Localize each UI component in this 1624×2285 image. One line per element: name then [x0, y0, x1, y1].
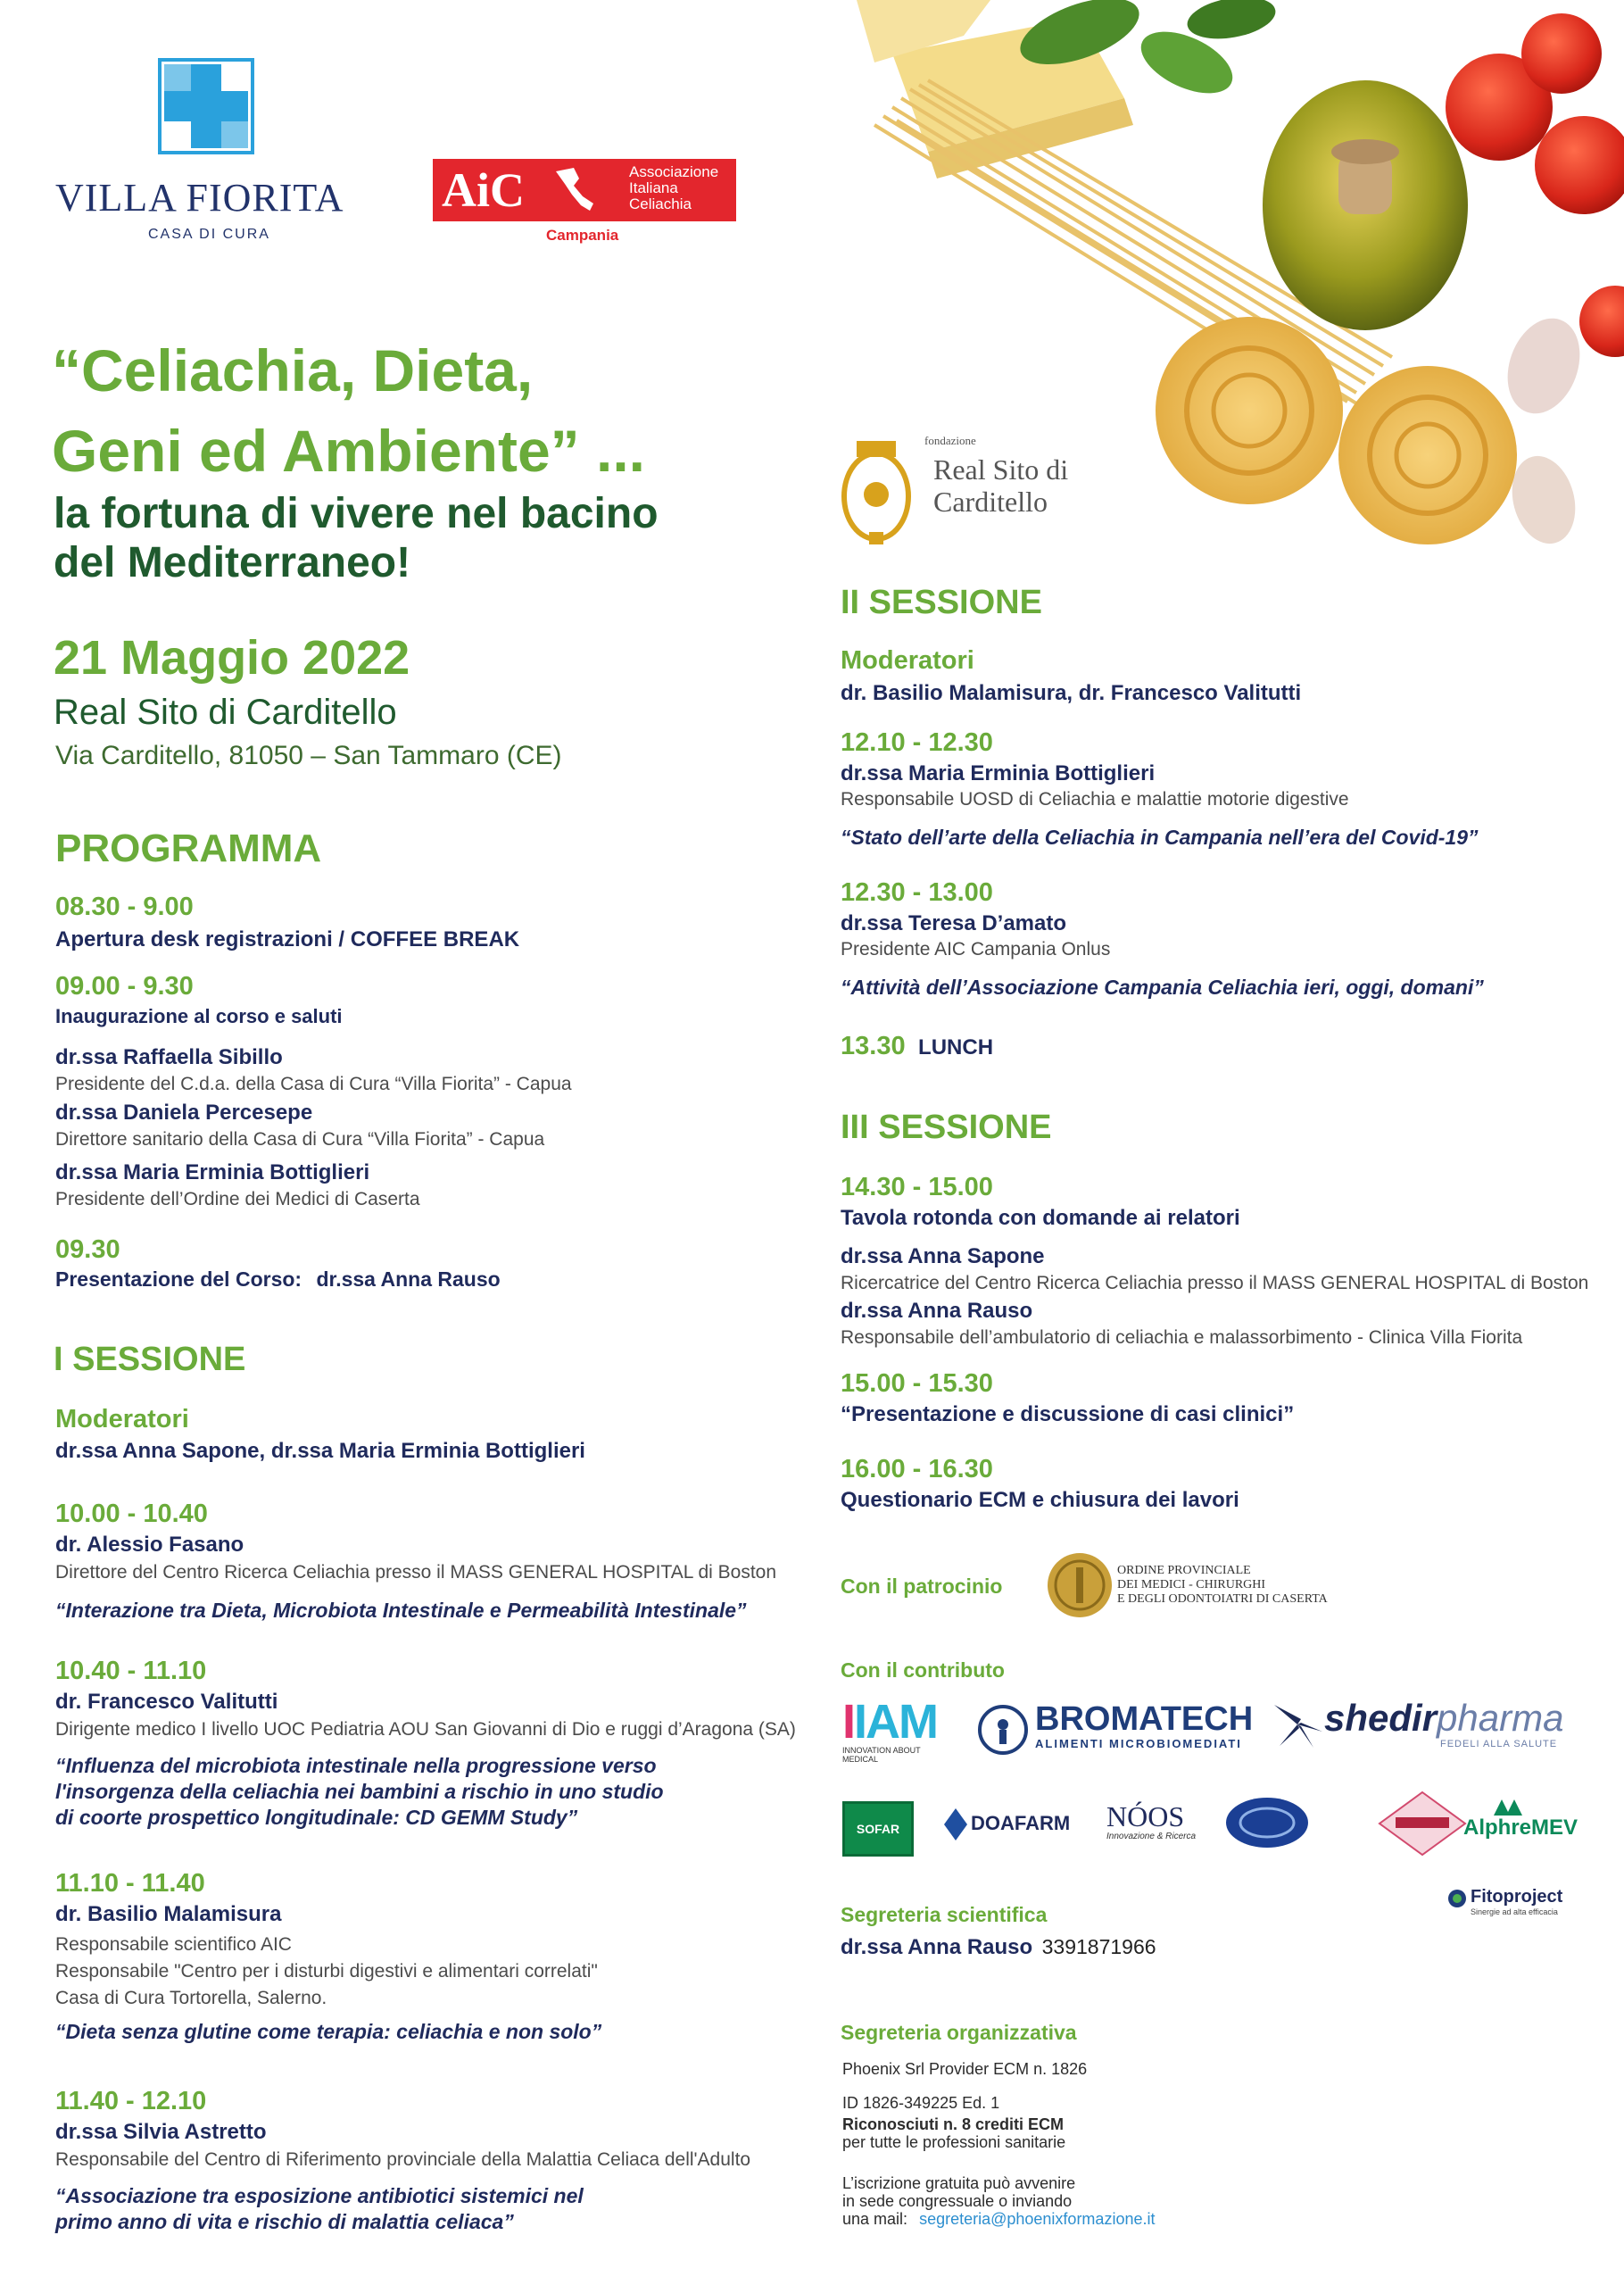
ecm-credits-line2: per tutte le professioni sanitarie [842, 2133, 1066, 2151]
talk-title [55, 2183, 584, 2235]
ordine-medici-text [1117, 1564, 1328, 1607]
talk-speaker: dr. Basilio Malamisura [55, 1902, 282, 1926]
talk-time: 10.40 - 11.10 [55, 1657, 207, 1685]
talk-role: Dirigente medico I livello UOC Pediatria AOU San Giovanni di Dio e ruggi d’Aragona (SA) [55, 1719, 796, 1740]
talk-title-line: primo anno di vita e rischio di malattia celiaca” [55, 2210, 514, 2233]
iscrizione-line1: L’iscrizione gratuita può avvenire [842, 2174, 1076, 2192]
segreteria-scientifica-contact [841, 1935, 1156, 1960]
title-line2: Geni ed Ambiente” ... [52, 418, 645, 484]
slot-text: “Presentazione e discussione di casi clinici” [841, 1402, 1295, 1426]
talk-role: Responsabile del Centro di Riferimento provinciale della Malattia Celiaca dell'Adulto [55, 2149, 751, 2170]
talk-time: 12.30 - 13.00 [841, 878, 993, 907]
fitoproject-name: Fitoproject [1471, 1887, 1563, 1907]
contributo-label: Con il contributo [841, 1658, 1005, 1682]
talk-time: 11.40 - 12.10 [55, 2087, 207, 2115]
talk-title: “Attività dell’Associazione Campania Celiachia ieri, oggi, domani” [841, 976, 1484, 999]
event-venue: Real Sito di Carditello [54, 693, 397, 732]
lunch-row [841, 1032, 993, 1061]
presentation-speaker: dr.ssa Anna Rauso [316, 1267, 501, 1291]
talk-speaker: dr. Francesco Valitutti [55, 1690, 278, 1714]
talk-title-line: di coorte prospettico longitudinale: CD GEMM Study” [55, 1806, 578, 1829]
title-line1: “Celiachia, Dieta, [52, 337, 534, 403]
segreteria-scientifica-phone: 3391871966 [1041, 1935, 1156, 1958]
doafarm-name: DOAFARM [971, 1812, 1071, 1834]
ecm-id: ID 1826-349225 Ed. 1 [842, 2094, 1000, 2112]
speaker-role: Presidente dell’Ordine dei Medici di Caserta [55, 1189, 420, 1209]
talk-title: “Stato dell’arte della Celiachia in Campania nell’era del Covid-19” [841, 826, 1479, 849]
slot-time: 09.00 - 9.30 [55, 972, 194, 1001]
speaker-role: Responsabile dell’ambulatorio di celiachia e malassorbimento - Clinica Villa Fiorita [841, 1327, 1523, 1348]
segreteria-scientifica-name: dr.ssa Anna Rauso [841, 1935, 1033, 1959]
noos-logo [1106, 1801, 1196, 1841]
shedir-name: shedir [1324, 1697, 1438, 1739]
aic-line3: Celiachia [629, 195, 692, 212]
iam-sub: INNOVATION ABOUT MEDICAL [842, 1746, 921, 1764]
shedir-logo [1324, 1698, 1563, 1749]
slot-time: 09.30 [55, 1235, 120, 1264]
carditello-line2: Carditello [933, 486, 1048, 518]
villa-fiorita-cross-icon [157, 57, 255, 155]
villa-fiorita-sub: CASA DI CURA [148, 227, 270, 242]
speaker-role: Direttore sanitario della Casa di Cura “Villa Fiorita” - Capua [55, 1129, 545, 1150]
speaker-name: dr.ssa Anna Rauso [841, 1299, 1033, 1323]
email-link[interactable]: segreteria@phoenixformazione.it [919, 2210, 1156, 2228]
slot-text: Questionario ECM e chiusura dei lavori [841, 1488, 1239, 1512]
event-title [52, 330, 645, 491]
iscrizione-text [842, 2174, 1155, 2228]
ordine-line1: ORDINE PROVINCIALE [1117, 1564, 1251, 1577]
talk-title [55, 1753, 664, 1831]
sofar-logo [842, 1801, 914, 1857]
iam-logo: IIAM INNOVATION ABOUT MEDICAL [842, 1698, 958, 1760]
speaker-role: Presidente del C.d.a. della Casa di Cura “Villa Fiorita” - Capua [55, 1074, 572, 1094]
subtitle-line2: del Mediterraneo! [54, 539, 411, 586]
aic-mark: AiC [442, 163, 525, 217]
carditello-crest-icon [835, 432, 917, 546]
speaker-name: dr.ssa Maria Erminia Bottiglieri [55, 1160, 370, 1184]
talk-role: Presidente AIC Campania Onlus [841, 939, 1111, 960]
talk-title: “Dieta senza glutine come terapia: celiachia e non solo” [55, 2020, 602, 2043]
presentation-label: Presentazione del Corso: [55, 1267, 302, 1291]
talk-role: Direttore del Centro Ricerca Celiachia presso il MASS GENERAL HOSPITAL di Boston [55, 1562, 777, 1583]
talk-speaker: dr. Alessio Fasano [55, 1533, 244, 1557]
session1-mod-label: Moderatori [55, 1405, 189, 1433]
talk-role: Responsabile UOSD di Celiachia e malattie motorie digestive [841, 789, 1349, 810]
lunch-label: LUNCH [918, 1035, 994, 1059]
aic-region: Campania [546, 227, 619, 244]
ordine-line3: E DEGLI ODONTOIATRI DI CASERTA [1117, 1592, 1328, 1606]
talk-time: 10.00 - 10.40 [55, 1500, 208, 1528]
provider-text: Phoenix Srl Provider ECM n. 1826 [842, 2060, 1088, 2078]
slot-time: 08.30 - 9.00 [55, 893, 194, 921]
segreteria-organizzativa-label: Segreteria organizzativa [841, 2021, 1077, 2044]
carditello-small: fondazione [924, 434, 976, 447]
talk-role-line: Responsabile scientifico AIC [55, 1934, 292, 1955]
bromatech-name: BROMATECH [1035, 1700, 1254, 1738]
event-subtitle [54, 489, 659, 587]
noos-sub: Innovazione & Ricerca [1106, 1832, 1197, 1841]
ordine-medici-seal-icon [1046, 1551, 1114, 1619]
session2-mod-label: Moderatori [841, 646, 974, 675]
session3-heading: III SESSIONE [841, 1109, 1052, 1146]
talk-role-line: Responsabile "Centro per i disturbi digestivi e alimentari correlati" [55, 1961, 598, 1982]
alphremev-icon [1494, 1799, 1526, 1816]
slot-text: Tavola rotonda con domande ai relatori [841, 1206, 1240, 1230]
villa-fiorita-name: VILLA FIORITA [55, 176, 344, 220]
session2-heading: II SESSIONE [841, 584, 1042, 621]
pasta-nest [1156, 317, 1343, 504]
ecm-credits-line1: Riconosciuti n. 8 crediti ECM [842, 2115, 1065, 2133]
session1-moderators: dr.ssa Anna Sapone, dr.ssa Maria Erminia Bottiglieri [55, 1439, 585, 1463]
talk-speaker: dr.ssa Maria Erminia Bottiglieri [841, 761, 1156, 785]
session2-moderators: dr. Basilio Malamisura, dr. Francesco Valitutti [841, 681, 1302, 705]
ordine-line2: DEI MEDICI - CHIRURGHI [1117, 1578, 1266, 1591]
talk-title: “Interazione tra Dieta, Microbiota Intestinale e Permeabilità Intestinale” [55, 1599, 747, 1622]
iscrizione-line2: in sede congressuale o inviando [842, 2192, 1073, 2210]
slot-text [55, 1267, 501, 1292]
slot-time: 14.30 - 15.00 [841, 1173, 993, 1201]
event-address: Via Carditello, 81050 – San Tammaro (CE) [55, 741, 562, 770]
iam-name: IAM [854, 1695, 937, 1749]
iscrizione-line3: una mail: [842, 2210, 908, 2228]
event-date: 21 Maggio 2022 [54, 631, 410, 685]
alphremev-name: AlphreMEV [1463, 1816, 1578, 1840]
aic-line1: Associazione [629, 163, 719, 180]
noos-name: NÓOS [1106, 1800, 1185, 1832]
sponsor-oval-logo [1224, 1796, 1310, 1849]
talk-speaker: dr.ssa Silvia Astretto [55, 2120, 267, 2144]
talk-title-line: “Associazione tra esposizione antibiotici sistemici nel [55, 2184, 584, 2207]
subtitle-line1: la fortuna di vivere nel bacino [54, 490, 659, 537]
talk-speaker: dr.ssa Teresa D’amato [841, 911, 1067, 935]
shedir-burst-icon [1271, 1696, 1324, 1753]
slot-text: Apertura desk registrazioni / COFFEE BREAK [55, 927, 520, 951]
garlic [1495, 308, 1592, 423]
programma-heading: PROGRAMMA [55, 827, 322, 870]
sofar-name: SOFAR [856, 1822, 900, 1836]
speaker-name: dr.ssa Daniela Percesepe [55, 1101, 313, 1125]
sponsor-pharma-diamond-logo [1378, 1791, 1467, 1857]
talk-role [55, 1932, 598, 2012]
fitoproject-logo [1471, 1887, 1562, 1916]
aic-logo [433, 159, 736, 221]
ecm-credits [842, 2115, 1065, 2151]
shedir-sub: FEDELI ALLA SALUTE [1440, 1739, 1558, 1749]
lunch-time: 13.30 [841, 1032, 906, 1060]
talk-time: 11.10 - 11.40 [55, 1869, 205, 1898]
talk-role-line: Casa di Cura Tortorella, Salerno. [55, 1988, 327, 2008]
bromatech-logo [1035, 1701, 1253, 1750]
segreteria-scientifica-label: Segreteria scientifica [841, 1903, 1048, 1926]
talk-time: 12.10 - 12.30 [841, 728, 993, 757]
carditello-line1: Real Sito di [933, 453, 1069, 486]
fitoproject-sub: Sinergie ad alta efficacia [1471, 1907, 1558, 1916]
bromatech-icon [978, 1705, 1028, 1755]
italy-map-icon [547, 164, 601, 218]
aic-line2: Italiana [629, 179, 678, 196]
slot-time: 16.00 - 16.30 [841, 1455, 993, 1483]
speaker-name: dr.ssa Anna Sapone [841, 1244, 1045, 1268]
speaker-role: Ricercatrice del Centro Ricerca Celiachia presso il MASS GENERAL HOSPITAL di Boston [841, 1273, 1589, 1293]
bromatech-sub: ALIMENTI MICROBIOMEDIATI [1035, 1737, 1242, 1750]
talk-title-line: “Influenza del microbiota intestinale nella progressione verso [55, 1754, 657, 1777]
talk-title-line: l'insorgenza della celiachia nei bambini a rischio in uno studio [55, 1780, 664, 1803]
slot-time: 15.00 - 15.30 [841, 1369, 993, 1398]
slot-text: Inaugurazione al corso e saluti [55, 1005, 343, 1027]
session1-heading: I SESSIONE [54, 1341, 246, 1378]
fitoproject-icon [1447, 1889, 1467, 1908]
doafarm-icon [944, 1808, 967, 1840]
speaker-name: dr.ssa Raffaella Sibillo [55, 1045, 283, 1069]
shedir-name2: pharma [1437, 1697, 1564, 1739]
patrocinio-label: Con il patrocinio [841, 1575, 1003, 1598]
